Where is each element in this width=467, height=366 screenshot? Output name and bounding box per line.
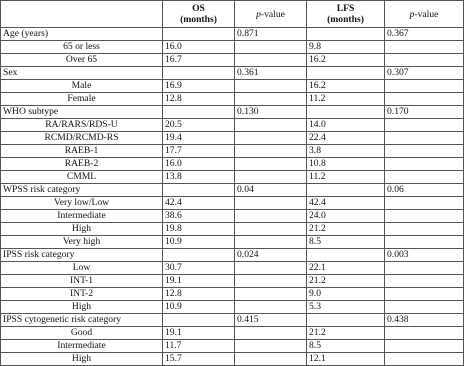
table-row	[1, 158, 464, 171]
lfs-value	[307, 184, 385, 197]
lfs-pvalue	[385, 54, 464, 67]
category-label: Sex	[1, 67, 163, 80]
category-row	[1, 67, 464, 80]
os-pvalue	[235, 327, 307, 340]
table-row	[1, 197, 464, 210]
os-value: 19.1	[163, 275, 235, 288]
os-value: 16.0	[163, 158, 235, 171]
table-row	[1, 288, 464, 301]
lfs-value: 42.4	[307, 197, 385, 210]
category-row	[1, 249, 464, 262]
subgroup-label: 65 or less	[1, 41, 163, 54]
category-label: Age (years)	[1, 28, 163, 41]
table-row	[1, 119, 464, 132]
lfs-value	[307, 28, 385, 41]
os-pvalue	[235, 80, 307, 93]
os-pvalue	[235, 275, 307, 288]
subgroup-label: RAEB-1	[1, 145, 163, 158]
lfs-value: 21.2	[307, 275, 385, 288]
os-value	[163, 28, 235, 41]
os-value: 30.7	[163, 262, 235, 275]
subgroup-label: Good	[1, 327, 163, 340]
lfs-value: 21.2	[307, 223, 385, 236]
category-row	[1, 28, 464, 41]
lfs-pvalue	[385, 93, 464, 106]
subgroup-label: RCMD/RCMD-RS	[1, 132, 163, 145]
header-os-unit: (months)	[180, 14, 217, 25]
os-pvalue	[235, 93, 307, 106]
lfs-pvalue: 0.438	[385, 314, 464, 327]
lfs-pvalue: 0.307	[385, 67, 464, 80]
os-value: 16.9	[163, 80, 235, 93]
pvalue-rest: -value	[414, 8, 439, 20]
category-label: WPSS risk category	[1, 184, 163, 197]
subgroup-label: High	[1, 353, 163, 366]
table-row	[1, 132, 464, 145]
lfs-value: 5.3	[307, 301, 385, 314]
subgroup-label: RAEB-2	[1, 158, 163, 171]
os-pvalue	[235, 41, 307, 54]
table-row	[1, 171, 464, 184]
lfs-value: 14.0	[307, 119, 385, 132]
lfs-value: 22.1	[307, 262, 385, 275]
os-pvalue	[235, 262, 307, 275]
subgroup-label: Intermediate	[1, 340, 163, 353]
lfs-pvalue	[385, 236, 464, 249]
table-row	[1, 210, 464, 223]
table-row	[1, 54, 464, 67]
lfs-value: 9.0	[307, 288, 385, 301]
os-value	[163, 184, 235, 197]
os-pvalue	[235, 132, 307, 145]
lfs-value: 10.8	[307, 158, 385, 171]
lfs-pvalue	[385, 197, 464, 210]
table-row	[1, 275, 464, 288]
subgroup-label: CMML	[1, 171, 163, 184]
os-value	[163, 67, 235, 80]
subgroup-label: High	[1, 223, 163, 236]
lfs-value: 9.8	[307, 41, 385, 54]
category-label: WHO subtype	[1, 106, 163, 119]
os-value: 19.8	[163, 223, 235, 236]
lfs-pvalue	[385, 41, 464, 54]
subgroup-label: Very high	[1, 236, 163, 249]
os-value: 16.0	[163, 41, 235, 54]
os-value: 20.5	[163, 119, 235, 132]
header-os-label: OS	[192, 3, 205, 14]
os-value: 15.7	[163, 353, 235, 366]
header-lfs	[307, 1, 385, 28]
os-value: 13.8	[163, 171, 235, 184]
lfs-value: 22.4	[307, 132, 385, 145]
os-value: 19.4	[163, 132, 235, 145]
lfs-value: 8.5	[307, 340, 385, 353]
subgroup-label: INT-2	[1, 288, 163, 301]
os-pvalue: 0.130	[235, 106, 307, 119]
subgroup-label: Very low/Low	[1, 197, 163, 210]
lfs-value: 8.5	[307, 236, 385, 249]
table-row	[1, 301, 464, 314]
os-value: 42.4	[163, 197, 235, 210]
os-value: 11.7	[163, 340, 235, 353]
subgroup-label: RA/RARS/RDS-U	[1, 119, 163, 132]
lfs-value: 24.0	[307, 210, 385, 223]
lfs-pvalue: 0.06	[385, 184, 464, 197]
header-blank	[1, 1, 163, 28]
subgroup-label: Intermediate	[1, 210, 163, 223]
category-row	[1, 314, 464, 327]
lfs-pvalue	[385, 210, 464, 223]
lfs-pvalue	[385, 275, 464, 288]
os-value: 12.8	[163, 288, 235, 301]
os-pvalue	[235, 145, 307, 158]
category-label: IPSS cytogenetic risk category	[1, 314, 163, 327]
header-os-pvalue	[235, 1, 307, 28]
os-pvalue	[235, 236, 307, 249]
lfs-value: 16.2	[307, 80, 385, 93]
lfs-value: 11.2	[307, 93, 385, 106]
pvalue-italic: p	[409, 8, 415, 20]
lfs-value	[307, 67, 385, 80]
os-pvalue: 0.024	[235, 249, 307, 262]
os-pvalue	[235, 353, 307, 366]
table-row	[1, 262, 464, 275]
os-pvalue	[235, 288, 307, 301]
os-pvalue: 0.415	[235, 314, 307, 327]
table-row	[1, 80, 464, 93]
header-lfs-pvalue	[385, 1, 464, 28]
lfs-pvalue	[385, 158, 464, 171]
lfs-pvalue	[385, 327, 464, 340]
lfs-pvalue	[385, 80, 464, 93]
lfs-pvalue	[385, 301, 464, 314]
category-label: IPSS risk category	[1, 249, 163, 262]
os-value: 10.9	[163, 301, 235, 314]
subgroup-label: Female	[1, 93, 163, 106]
table-row	[1, 145, 464, 158]
os-pvalue	[235, 54, 307, 67]
lfs-value	[307, 314, 385, 327]
table-body	[1, 28, 464, 366]
table-row	[1, 41, 464, 54]
pvalue-italic: p	[256, 8, 261, 20]
lfs-value: 11.2	[307, 171, 385, 184]
table-row	[1, 223, 464, 236]
table-row	[1, 353, 464, 366]
lfs-pvalue	[385, 171, 464, 184]
category-row	[1, 184, 464, 197]
subgroup-label: Male	[1, 80, 163, 93]
lfs-value: 16.2	[307, 54, 385, 67]
os-pvalue	[235, 119, 307, 132]
lfs-value: 3.8	[307, 145, 385, 158]
os-value: 10.9	[163, 236, 235, 249]
lfs-value	[307, 106, 385, 119]
os-pvalue	[235, 340, 307, 353]
pvalue-rest: -value	[260, 8, 285, 20]
lfs-value	[307, 249, 385, 262]
os-value: 12.8	[163, 93, 235, 106]
lfs-pvalue	[385, 353, 464, 366]
table-row	[1, 93, 464, 106]
os-value: 38.6	[163, 210, 235, 223]
subgroup-label: Over 65	[1, 54, 163, 67]
lfs-pvalue	[385, 145, 464, 158]
os-value: 19.1	[163, 327, 235, 340]
lfs-pvalue	[385, 288, 464, 301]
lfs-pvalue: 0.003	[385, 249, 464, 262]
os-value	[163, 106, 235, 119]
os-pvalue	[235, 158, 307, 171]
category-row	[1, 106, 464, 119]
os-value: 17.7	[163, 145, 235, 158]
lfs-pvalue	[385, 340, 464, 353]
subgroup-label: Low	[1, 262, 163, 275]
lfs-pvalue: 0.170	[385, 106, 464, 119]
os-pvalue: 0.04	[235, 184, 307, 197]
subgroup-label: INT-1	[1, 275, 163, 288]
lfs-value: 12.1	[307, 353, 385, 366]
os-value: 16.7	[163, 54, 235, 67]
lfs-pvalue	[385, 132, 464, 145]
subgroup-label: High	[1, 301, 163, 314]
os-value	[163, 249, 235, 262]
os-pvalue: 0.871	[235, 28, 307, 41]
table-row	[1, 340, 464, 353]
os-pvalue	[235, 223, 307, 236]
os-value	[163, 314, 235, 327]
os-pvalue: 0.361	[235, 67, 307, 80]
table-row	[1, 236, 464, 249]
lfs-pvalue	[385, 262, 464, 275]
os-pvalue	[235, 171, 307, 184]
lfs-value: 21.2	[307, 327, 385, 340]
lfs-pvalue: 0.367	[385, 28, 464, 41]
header-lfs-label: LFS	[336, 3, 355, 14]
lfs-pvalue	[385, 223, 464, 236]
header-lfs-unit: (months)	[327, 14, 364, 25]
header-row	[1, 1, 464, 28]
header-os	[163, 1, 235, 28]
os-pvalue	[235, 197, 307, 210]
os-pvalue	[235, 301, 307, 314]
lfs-pvalue	[385, 119, 464, 132]
table-row	[1, 327, 464, 340]
os-pvalue	[235, 210, 307, 223]
